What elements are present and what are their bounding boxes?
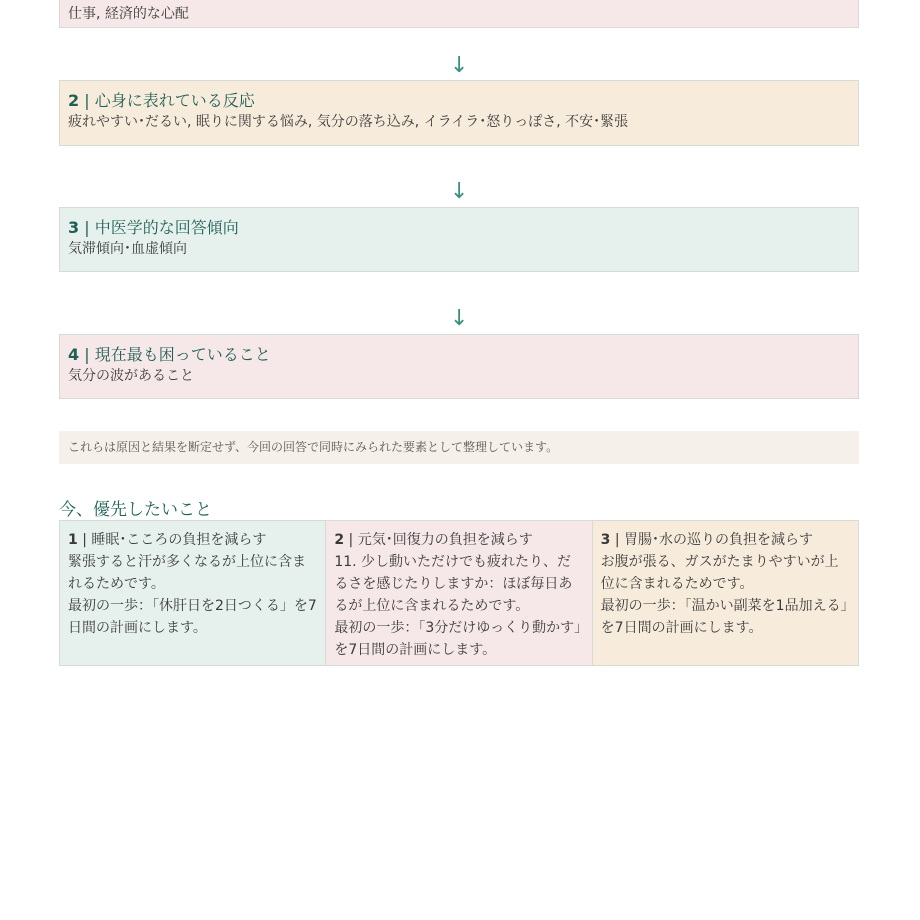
priorities-grid [59, 520, 859, 666]
step-number: 2 [68, 91, 80, 110]
separator: | [82, 532, 87, 548]
priority-card-3 [592, 521, 858, 665]
step-card-3 [59, 207, 859, 272]
separator: | [348, 532, 354, 548]
step-title [68, 217, 850, 239]
step-number: 3 [68, 218, 80, 237]
priority-title-text: 胃腸･水の巡りの負担を減らす [624, 532, 814, 548]
separator: | [84, 91, 90, 110]
step-body: 仕事, 経済的な心配 [68, 6, 189, 22]
step-title-text: 心身に表れている反応 [94, 91, 255, 110]
priority-number: 1 [68, 532, 78, 548]
separator: | [84, 218, 90, 237]
step-body: 疲れやすい･だるい, 眠りに関する悩み, 気分の落ち込み, イライラ･怒りっぽさ, 不安･緊張 [68, 114, 629, 130]
priority-first-step: 最初の一歩：「3分だけゆっくり動かす」を7日間の計画にします。 [334, 620, 582, 658]
priority-card-1 [60, 521, 325, 665]
down-arrow-icon: ↓ [450, 306, 469, 331]
step-body: 気滞傾向･血虚傾向 [68, 241, 187, 257]
separator: | [84, 345, 90, 364]
priority-card-2 [325, 521, 591, 665]
down-arrow-icon: ↓ [450, 179, 469, 204]
step-title [68, 344, 850, 366]
priorities-heading: 今、優先したいこと [59, 500, 212, 520]
priority-number: 2 [334, 532, 345, 548]
priority-number: 3 [600, 532, 611, 548]
priority-reason: お腹が張る、ガスがたまりやすいが上位に含まれるためです。 [600, 554, 839, 592]
priority-title [601, 529, 850, 551]
step-title [68, 90, 850, 112]
down-arrow-icon: ↓ [450, 53, 469, 78]
separator: | [614, 532, 620, 548]
step-number: 4 [68, 345, 80, 364]
priority-title [68, 529, 317, 551]
priority-title [334, 529, 583, 551]
priority-first-step: 最初の一歩：「温かい副菜を1品加える」を7日間の計画にします。 [600, 598, 848, 636]
priority-title-text: 元気･回復力の負担を減らす [357, 532, 533, 548]
priority-first-step: 最初の一歩：「休肝日を2日つくる」を7日間の計画にします。 [68, 598, 317, 636]
step-card-1 [59, 0, 859, 28]
priority-reason: 緊張すると汗が多くなるが上位に含まれるためです。 [68, 554, 306, 592]
step-card-2 [59, 80, 859, 146]
step-title-text: 現在最も困っていること [94, 345, 271, 364]
priority-reason: 11. 少し動いただけでも疲れたり、だるさを感じたりしますか：ほぼ毎日あるが上位に含まれるためです。 [334, 554, 573, 614]
step-body: 気分の波があること [68, 368, 194, 384]
step-card-4 [59, 334, 859, 399]
interpretation-note: これらは原因と結果を断定せず、今回の回答で同時にみられた要素として整理しています。 [59, 431, 859, 464]
priority-title-text: 睡眠･こころの負担を減らす [91, 532, 267, 548]
step-title-text: 中医学的な回答傾向 [94, 218, 239, 237]
